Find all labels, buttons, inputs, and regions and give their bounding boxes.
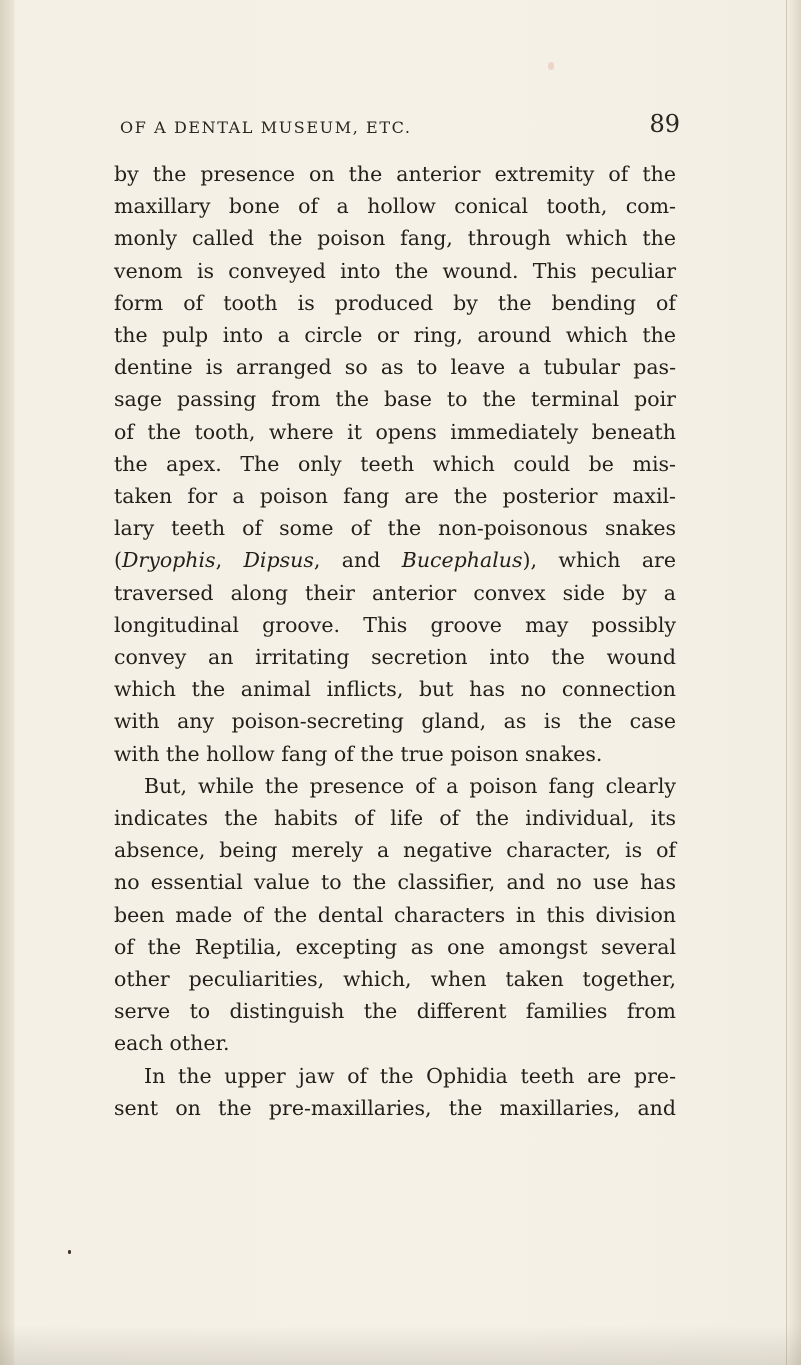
- page-number: 89: [649, 110, 680, 138]
- text-line: by the presence on the anterior extremity of the: [114, 162, 676, 186]
- text-line: other peculiarities, which, when taken together,: [114, 967, 676, 992]
- genus-dipsus: Dipsus: [243, 548, 314, 573]
- separator: , and: [313, 548, 402, 573]
- text-line: longitudinal groove. This groove may possibly: [114, 612, 676, 637]
- paren-open: (: [114, 548, 122, 573]
- page-gutter-shadow: [0, 0, 14, 1365]
- text-line: monly called the poison fang, through which the: [114, 226, 676, 251]
- text-line: sent on the pre-maxillaries, the maxillaries, and: [114, 1095, 676, 1120]
- page-edge-bottom: [0, 1325, 801, 1365]
- text-line: sage passing from the base to the terminal poir: [114, 387, 676, 412]
- text-line: the apex. The only teeth which could be mis-: [114, 451, 676, 476]
- genera-line-rest: ), which are: [522, 548, 676, 573]
- page-header: [120, 108, 680, 148]
- text-line: no essential value to the classifier, and no use has: [114, 870, 676, 895]
- text-line: dentine is arranged so as to leave a tubular pas-: [114, 355, 676, 380]
- text-line: lary teeth of some of the non-poisonous snakes: [114, 516, 676, 541]
- running-head: OF A DENTAL MUSEUM, ETC.: [120, 118, 412, 137]
- body-text: [114, 158, 676, 1124]
- genus-bucephalus: Bucephalus: [401, 548, 523, 573]
- text-line: venom is conveyed into the wound. This peculiar: [114, 258, 676, 283]
- text-line: of the tooth, where it opens immediately beneath: [114, 419, 676, 444]
- text-line: the pulp into a circle or ring, around which the: [114, 323, 676, 348]
- separator: ,: [215, 548, 244, 573]
- text-line: serve to distinguish the different families from: [114, 999, 676, 1024]
- text-line: absence, being merely a negative character, is of: [114, 838, 676, 863]
- ink-dot: [68, 1250, 71, 1254]
- text-line: In the upper jaw of the Ophidia teeth are pre-: [144, 1063, 676, 1088]
- page-edge-right: [786, 0, 801, 1365]
- text-line: form of tooth is produced by the bending of: [114, 290, 676, 315]
- text-line: each other.: [114, 1031, 230, 1056]
- text-line: traversed along their anterior convex side by a: [114, 580, 676, 605]
- text-line: of the Reptilia, excepting as one amongst several: [114, 934, 676, 959]
- genus-dryophis: Dryophis: [122, 548, 216, 573]
- text-line: taken for a poison fang are the posterior maxil-: [114, 484, 676, 509]
- text-line: indicates the habits of life of the individual, its: [114, 806, 676, 831]
- text-line-genera: [114, 544, 676, 576]
- text-line: which the animal inflicts, but has no connection: [114, 677, 676, 702]
- text-line: with the hollow fang of the true poison snakes.: [114, 741, 603, 766]
- text-line: convey an irritating secretion into the wound: [114, 645, 676, 670]
- text-line: But, while the presence of a poison fang clearly: [144, 773, 676, 798]
- text-line: maxillary bone of a hollow conical tooth, com-: [114, 194, 676, 219]
- text-line: been made of the dental characters in this division: [114, 902, 676, 927]
- text-line: with any poison-secreting gland, as is the case: [114, 709, 676, 734]
- ink-smudge: [548, 62, 554, 70]
